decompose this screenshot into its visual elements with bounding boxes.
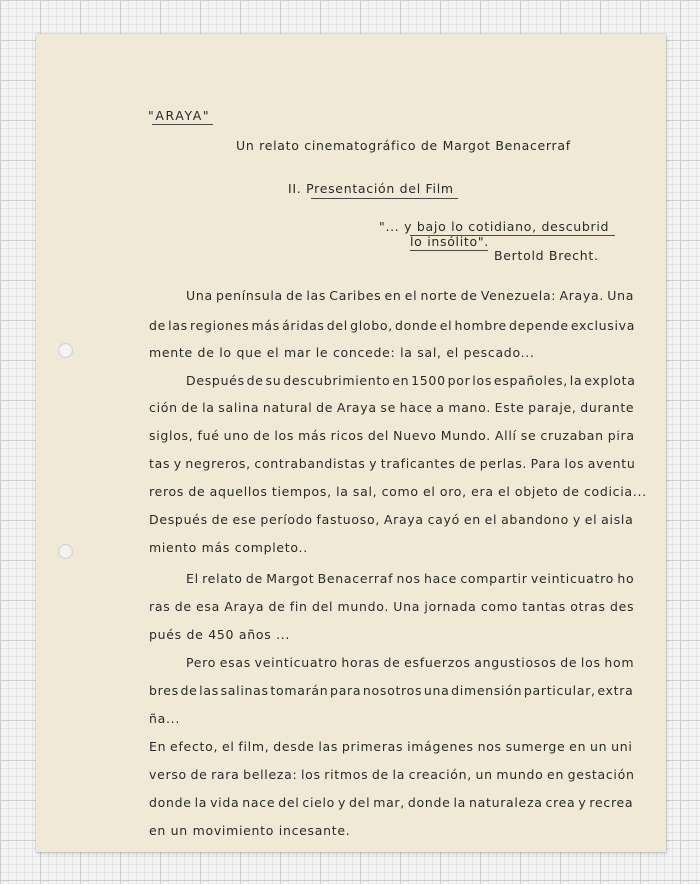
- body-line: ras de esa Araya de fin del mundo. Una jornada como tantas otras des: [149, 599, 635, 614]
- body-line: siglos, fué uno de los más ricos del Nuevo Mundo. Allí se cruzaban pira: [149, 428, 635, 443]
- epigraph-underline-2: [410, 250, 488, 251]
- title-underline: [152, 124, 213, 125]
- section-underline: [311, 198, 458, 199]
- epigraph-author: Bertold Brecht.: [494, 248, 599, 263]
- punch-hole: [58, 544, 73, 559]
- body-line: Una península de las Caribes en el norte de Venezuela: Araya. Una: [186, 288, 635, 303]
- body-line: ña...: [149, 711, 181, 726]
- body-line: reros de aquellos tiempos, la sal, como el oro, era el objeto de codicia...: [149, 484, 647, 499]
- body-line: en un movimiento incesante.: [149, 823, 351, 838]
- body-line: Después de ese período fastuoso, Araya cayó en el abandono y el aisla: [149, 512, 634, 527]
- body-line: bres de las salinas tomarán para nosotros una dimensión particular, extra: [149, 683, 634, 698]
- body-line: mente de lo que el mar le concede: la sal, el pescado...: [149, 345, 535, 360]
- document-subtitle: Un relato cinematográfico de Margot Benacerraf: [236, 138, 571, 153]
- section-heading: II. Presentación del Film: [288, 181, 454, 196]
- typed-page: [36, 34, 666, 852]
- document-title: "ARAYA": [148, 108, 211, 123]
- body-line: tas y negreros, contrabandistas y traficantes de perlas. Para los aventu: [149, 456, 636, 471]
- body-line: El relato de Margot Benacerraf nos hace compartir veinticuatro ho: [186, 571, 635, 586]
- body-line: Pero esas veinticuatro horas de esfuerzos angustiosos de los hom: [186, 655, 635, 670]
- body-line: En efecto, el film, desde las primeras imágenes nos sumerge en un uni: [149, 739, 633, 754]
- punch-hole: [58, 343, 73, 358]
- body-line: donde la vida nace del cielo y del mar, donde la naturaleza crea y recrea: [149, 795, 634, 810]
- body-line: Después de su descubrimiento en 1500 por los españoles, la explota: [186, 373, 636, 388]
- epigraph-quote-line-1: "... y bajo lo cotidiano, descubrid: [379, 219, 610, 234]
- body-line: miento más completo..: [149, 540, 308, 555]
- body-line: de las regiones más áridas del globo, donde el hombre depende exclusiva: [149, 318, 636, 333]
- body-line: verso de rara belleza: los ritmos de la creación, un mundo en gestación: [149, 767, 635, 782]
- body-line: pués de 450 años ...: [149, 627, 291, 642]
- epigraph-quote-line-2: lo insólito".: [410, 234, 489, 249]
- body-line: ción de la salina natural de Araya se hace a mano. Este paraje, durante: [149, 400, 635, 415]
